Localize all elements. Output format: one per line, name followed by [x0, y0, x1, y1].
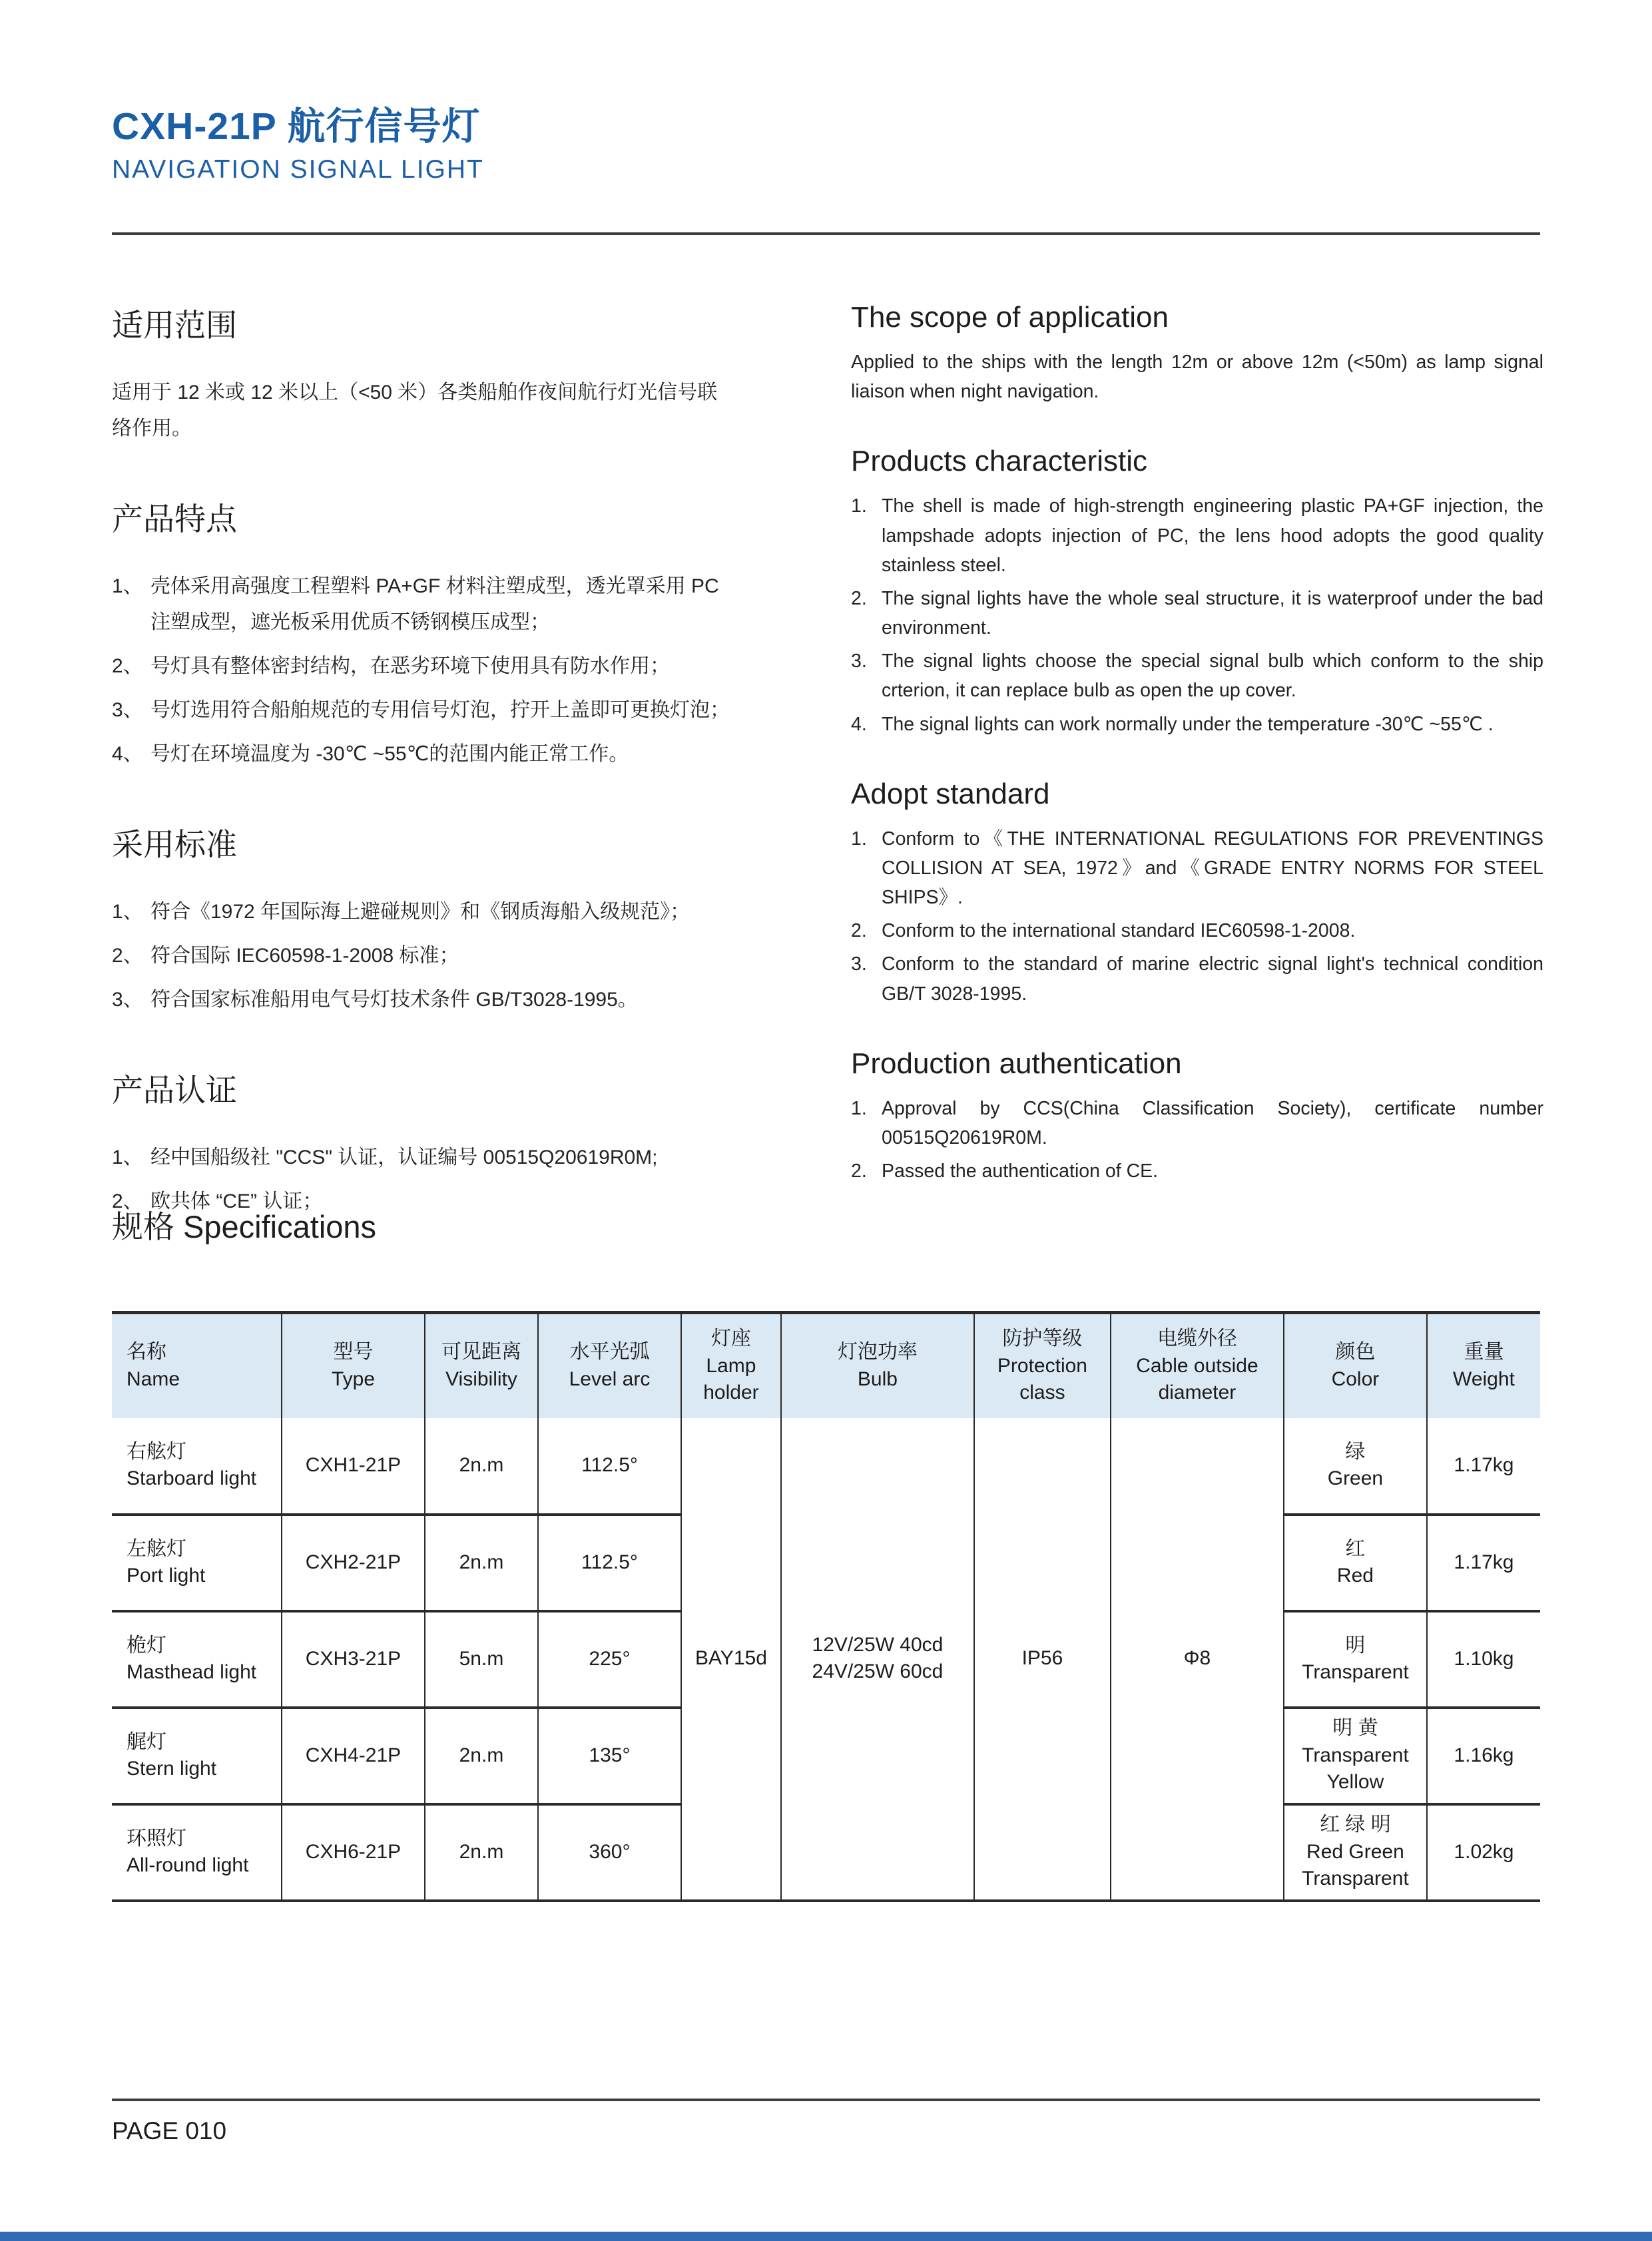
column-header-cn: 灯泡功率: [837, 1341, 918, 1364]
section-body: [112, 375, 736, 447]
document-header: [112, 105, 484, 184]
cell-color-cn: 绿: [1345, 1440, 1366, 1463]
list-item-text: 符合国家标准船用电气号灯技术条件 GB/T3028-1995。: [150, 989, 638, 1011]
column-header: [1111, 1313, 1284, 1418]
list-item-marker: 1、: [112, 575, 143, 597]
cell-type: CXH4-21P: [282, 1708, 425, 1804]
cell-weight: 1.16kg: [1427, 1708, 1540, 1804]
list-item-text: 符合国际 IEC60598-1-2008 标准；: [150, 945, 459, 967]
list-item: [851, 1094, 1543, 1152]
section-heading: Adopt standard: [851, 777, 1050, 810]
section-heading: 采用标准: [112, 827, 237, 862]
list-item-marker: 1.: [851, 828, 867, 850]
section-heading: 产品特点: [112, 501, 237, 537]
table-header-row: [112, 1313, 1540, 1418]
list-item-marker: 1、: [112, 1146, 143, 1168]
cell-color-en: Red Green Transparent: [1302, 1840, 1409, 1890]
list-item-marker: 2、: [112, 1190, 143, 1212]
cell-color-cn: 明 黄: [1332, 1717, 1378, 1740]
doc-section: [112, 495, 736, 772]
cell-color: [1284, 1708, 1427, 1804]
cell-color-en: Transparent: [1302, 1661, 1409, 1683]
column-header-en: Level arc: [569, 1368, 651, 1390]
list-item-text: Conform to《THE INTERNATIONAL REGULATIONS FOR PREVENTINGS COLLISION AT SEA, 1972》and《GRADE ENTRY NORMS FOR STEEL SHIPS》.: [882, 828, 1543, 909]
cell-level-arc: 360°: [538, 1804, 681, 1901]
cell-level-arc: 112.5°: [538, 1418, 681, 1515]
list-item: [851, 1156, 1543, 1186]
column-header: [1427, 1313, 1540, 1418]
list-item-text: 符合《1972 年国际海上避碰规则》和《钢质海船入级规范》；: [150, 901, 690, 923]
section-body: [851, 1094, 1543, 1186]
list-item-marker: 1.: [851, 1097, 867, 1119]
column-header-en: Bulb: [857, 1368, 898, 1390]
list-item-marker: 2.: [851, 587, 867, 609]
column-header-cn: 重量: [1464, 1341, 1504, 1364]
cell-color-cn: 红: [1345, 1537, 1366, 1560]
column-header: [681, 1313, 781, 1418]
doc-section: [112, 1066, 736, 1220]
column-header-cn: 水平光弧: [569, 1341, 650, 1364]
list-item-marker: 3、: [112, 699, 143, 721]
cell-name-en: Masthead light: [127, 1661, 257, 1683]
cell-bulb-line: 12V/25W 40cd: [812, 1633, 944, 1656]
list-item-text: Conform to the standard of marine electric signal light's technical condition GB/T 3028-1995.: [882, 953, 1543, 1005]
list-item: [112, 648, 736, 684]
cell-visibility: 2n.m: [425, 1804, 538, 1901]
cell-name: [112, 1611, 282, 1708]
section-body: [112, 569, 736, 772]
doc-section: [851, 445, 1543, 738]
page-number: PAGE 010: [112, 2117, 227, 2144]
section-heading: Products characteristic: [851, 445, 1148, 478]
list-item-text: The signal lights have the whole seal structure, it is waterproof under the bad environment.: [882, 587, 1543, 639]
page-title: CXH-21P 航行信号灯: [112, 105, 481, 148]
cell-name-cn: 艉灯: [127, 1730, 166, 1753]
list-item-marker: 1、: [112, 901, 143, 923]
list-item: [112, 1140, 736, 1176]
cell-visibility: 2n.m: [425, 1708, 538, 1804]
doc-section: [851, 778, 1543, 1009]
cell-name-cn: 左舷灯: [127, 1537, 186, 1560]
list-item-text: 号灯选用符合船舶规范的专用信号灯泡，拧开上盖即可更换灯泡；: [150, 699, 730, 721]
section-body: [851, 824, 1543, 1009]
column-header: [974, 1313, 1111, 1418]
column-header: [781, 1313, 974, 1418]
list-item-text: 壳体采用高强度工程塑料 PA+GF 材料注塑成型，透光罩采用 PC 注塑成型，遮光板采用优质不锈钢模压成型；: [150, 575, 719, 633]
section-heading: 适用范围: [112, 308, 237, 343]
column-header-en: Cable outside diameter: [1136, 1354, 1258, 1403]
list-item: [112, 736, 736, 772]
cell-color: [1284, 1418, 1427, 1515]
cell-color-en: Green: [1327, 1467, 1384, 1489]
cell-protection-class: IP56: [974, 1418, 1111, 1901]
list-item-marker: 4、: [112, 743, 143, 765]
cell-lamp-holder: BAY15d: [681, 1418, 781, 1901]
cell-name-cn: 右舷灯: [127, 1440, 186, 1463]
list-item: [851, 949, 1543, 1008]
cell-name-en: Starboard light: [127, 1467, 257, 1489]
column-header-en: Type: [331, 1368, 376, 1390]
section-heading: 产品认证: [112, 1073, 237, 1108]
column-header-cn: 电缆外径: [1157, 1328, 1237, 1350]
list-item-marker: 3、: [112, 989, 143, 1011]
cell-weight: 1.17kg: [1427, 1418, 1540, 1515]
section-paragraph: 适用于 12 米或 12 米以上（<50 米）各类船舶作夜间航行灯光信号联络作用。: [112, 381, 718, 439]
column-header-cn: 颜色: [1335, 1341, 1376, 1364]
list-item-marker: 2.: [851, 920, 867, 942]
column-header: [112, 1313, 282, 1418]
cell-type: CXH3-21P: [282, 1611, 425, 1708]
list-item: [112, 569, 736, 640]
list-item-marker: 2、: [112, 945, 143, 967]
list-item: [851, 584, 1543, 642]
specifications-section: [112, 1202, 1540, 1902]
list-item-text: Passed the authentication of CE.: [882, 1160, 1159, 1182]
column-header-en: Color: [1331, 1368, 1380, 1390]
section-heading: Production authentication: [851, 1047, 1182, 1080]
doc-section: [112, 301, 736, 447]
list-item-text: 号灯具有整体密封结构，在恶劣环境下使用具有防水作用；: [150, 655, 670, 677]
cell-weight: 1.02kg: [1427, 1804, 1540, 1901]
cell-level-arc: 135°: [538, 1708, 681, 1804]
list-item: [851, 916, 1543, 945]
list-item-marker: 3.: [851, 953, 867, 975]
table-row: [112, 1418, 1540, 1515]
footer-divider: [112, 2099, 1540, 2101]
column-header: [282, 1313, 425, 1418]
list-item: [851, 491, 1543, 580]
section-body: [112, 894, 736, 1018]
list-item: [851, 710, 1543, 739]
list-item-text: The signal lights choose the special signal bulb which conform to the ship crterion, it can replace bulb as open the up cover.: [882, 650, 1543, 702]
right-column: [851, 301, 1543, 1224]
section-heading: The scope of application: [851, 301, 1169, 334]
list-item-text: The shell is made of high-strength engineering plastic PA+GF injection, the lampshade adopts injection of PC, the lens hood adopts the good quality stainless steel.: [882, 495, 1543, 576]
section-body: [851, 491, 1543, 738]
cell-bulb: [781, 1418, 974, 1901]
cell-color-cn: 红 绿 明: [1320, 1814, 1391, 1836]
bottom-accent-bar: [0, 2232, 1652, 2241]
list-item-marker: 4.: [851, 713, 867, 735]
column-header: [538, 1313, 681, 1418]
list-item-text: 欧共体 “CE” 认证；: [150, 1190, 323, 1212]
cell-color: [1284, 1515, 1427, 1611]
column-header-en: Lamp holder: [703, 1354, 759, 1403]
column-header-en: Visibility: [445, 1368, 517, 1390]
list-item: [851, 646, 1543, 705]
cell-name-en: Port light: [127, 1565, 206, 1587]
column-header: [425, 1313, 538, 1418]
cell-color: [1284, 1804, 1427, 1901]
cell-type: CXH1-21P: [282, 1418, 425, 1515]
page-subtitle: NAVIGATION SIGNAL LIGHT: [112, 154, 484, 184]
column-header-cn: 型号: [333, 1341, 374, 1364]
column-header: [1284, 1313, 1427, 1418]
cell-name: [112, 1418, 282, 1515]
list-item-marker: 2.: [851, 1160, 867, 1182]
list-item-text: Approval by CCS(China Classification Society), certificate number 00515Q20619R0M.: [882, 1097, 1543, 1148]
cell-level-arc: 112.5°: [538, 1515, 681, 1611]
cell-name-cn: 环照灯: [127, 1827, 186, 1850]
cell-weight: 1.10kg: [1427, 1611, 1540, 1708]
cell-name: [112, 1708, 282, 1804]
column-header-cn: 名称: [127, 1341, 166, 1364]
specifications-table: [112, 1311, 1540, 1902]
cell-color-en: Red: [1336, 1565, 1374, 1587]
cell-level-arc: 225°: [538, 1611, 681, 1708]
list-item-text: Conform to the international standard IEC60598-1-2008.: [882, 920, 1356, 942]
cell-bulb-line: 24V/25W 60cd: [812, 1660, 944, 1682]
list-item: [112, 982, 736, 1018]
cell-color-cn: 明: [1345, 1634, 1366, 1656]
cell-visibility: 5n.m: [425, 1611, 538, 1708]
cell-color: [1284, 1611, 1427, 1708]
list-item-marker: 2、: [112, 655, 143, 677]
cell-type: CXH6-21P: [282, 1804, 425, 1901]
doc-section: [851, 1047, 1543, 1186]
header-divider: [112, 232, 1540, 235]
cell-name-cn: 桅灯: [127, 1634, 166, 1656]
list-item-marker: 1.: [851, 495, 867, 517]
column-header-en: Weight: [1453, 1368, 1515, 1390]
cell-name: [112, 1804, 282, 1901]
cell-name: [112, 1515, 282, 1611]
list-item-text: 号灯在环境温度为 -30℃ ~55℃的范围内能正常工作。: [150, 743, 629, 765]
list-item: [851, 824, 1543, 913]
list-item-marker: 3.: [851, 650, 867, 672]
column-header-cn: 防护等级: [1002, 1328, 1083, 1350]
cell-visibility: 2n.m: [425, 1418, 538, 1515]
column-header-en: Protection class: [997, 1354, 1087, 1403]
list-item: [112, 894, 736, 930]
cell-cable-diameter: Φ8: [1111, 1418, 1284, 1901]
doc-section: [851, 301, 1543, 406]
list-item-text: 经中国船级社 "CCS" 认证，认证编号 00515Q20619R0M;: [150, 1146, 658, 1168]
column-header-cn: 灯座: [710, 1328, 751, 1350]
cell-name-en: Stern light: [127, 1758, 217, 1780]
specifications-heading: 规格 Specifications: [112, 1209, 377, 1244]
left-column: [112, 301, 736, 1268]
section-paragraph: Applied to the ships with the length 12m or above 12m (<50m) as lamp signal liaison when night navigation.: [851, 352, 1543, 403]
cell-visibility: 2n.m: [425, 1515, 538, 1611]
cell-name-en: All-round light: [127, 1854, 249, 1876]
list-item: [112, 692, 736, 728]
list-item: [112, 938, 736, 974]
list-item-text: The signal lights can work normally under the temperature -30℃ ~55℃ .: [882, 713, 1494, 735]
column-header-en: Name: [127, 1368, 180, 1390]
column-header-cn: 可见距离: [441, 1341, 521, 1364]
section-body: [851, 348, 1543, 406]
cell-color-en: Transparent Yellow: [1302, 1744, 1409, 1794]
doc-section: [112, 820, 736, 1018]
cell-type: CXH2-21P: [282, 1515, 425, 1611]
cell-weight: 1.17kg: [1427, 1515, 1540, 1611]
